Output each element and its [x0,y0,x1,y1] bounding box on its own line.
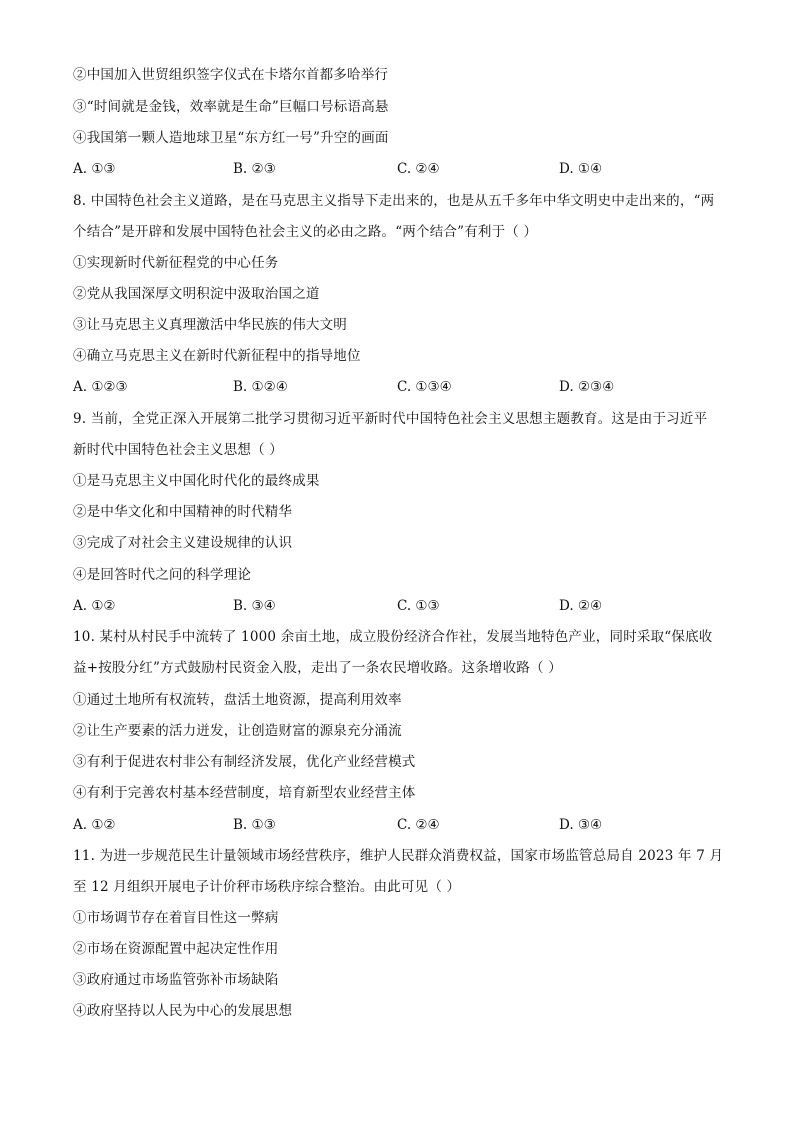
q9-option-b[interactable]: B. ③④ [233,598,276,614]
q10-stem-line-2: 益+按股分红”方式鼓励村民资金入股，走出了一条农民增收路。这条增收路（ ） [73,660,562,676]
q8-item-1: ①实现新时代新征程党的中心任务 [73,255,279,271]
q10-options [73,815,733,835]
q11-stem-line-1: 11. 为进一步规范民生计量领域市场经营秩序，维护人民群众消费权益，国家市场监管总局自 2023 年 7 月 [73,848,724,864]
q8-option-c[interactable]: C. ①③④ [397,379,452,395]
q8-option-d[interactable]: D. ②③④ [559,379,615,395]
q7-item-4: ④我国第一颗人造地球卫星“东方红一号”升空的画面 [73,130,389,146]
q8-stem-line-2: 个结合”是开辟和发展中国特色社会主义的必由之路。“两个结合”有利于（ ） [73,224,538,240]
q8-item-3: ③让马克思主义真理激活中华民族的伟大文明 [73,317,347,333]
q9-options [73,596,733,616]
q9-item-4: ④是回答时代之问的科学理论 [73,567,252,583]
q11-item-4: ④政府坚持以人民为中心的发展思想 [73,1003,293,1019]
q10-item-3: ③有利于促进农村非公有制经济发展，优化产业经营模式 [73,754,416,770]
q8-stem-line-1: 8. 中国特色社会主义道路，是在马克思主义指导下走出来的，也是从五千多年中华文明史中走出来的，“两 [73,193,715,209]
q10-item-4: ④有利于完善农村基本经营制度，培育新型农业经营主体 [73,785,416,801]
q7-option-a[interactable]: A. ①③ [73,161,116,177]
q7-option-c[interactable]: C. ②④ [397,161,440,177]
q10-option-d[interactable]: D. ③④ [559,817,603,833]
q7-options [73,159,733,179]
q11-item-3: ③政府通过市场监管弥补市场缺陷 [73,972,279,988]
q9-stem-line-1: 9. 当前，全党正深入开展第二批学习贯彻习近平新时代中国特色社会主义思想主题教育。这是由于习近平 [73,411,708,427]
q9-option-a[interactable]: A. ①② [73,598,116,614]
q9-stem-line-2: 新时代中国特色社会主义思想（ ） [73,442,283,458]
q7-option-d[interactable]: D. ①④ [559,161,603,177]
q10-item-1: ①通过土地所有权流转，盘活土地资源，提高利用效率 [73,692,402,708]
q9-item-2: ②是中华文化和中国精神的时代精华 [73,504,293,520]
q8-option-b[interactable]: B. ①②④ [233,379,288,395]
q8-option-a[interactable]: A. ①②③ [73,379,128,395]
q7-option-b[interactable]: B. ②③ [233,161,276,177]
q10-option-c[interactable]: C. ②④ [397,817,440,833]
q10-option-b[interactable]: B. ①③ [233,817,276,833]
q9-item-1: ①是马克思主义中国化时代化的最终成果 [73,473,320,489]
q9-option-c[interactable]: C. ①③ [397,598,440,614]
q8-options [73,377,733,397]
q7-item-2: ②中国加入世贸组织签字仪式在卡塔尔首都多哈举行 [73,67,389,83]
q11-item-1: ①市场调节存在着盲目性这一弊病 [73,910,279,926]
q7-item-3: ③“时间就是金钱，效率就是生命”巨幅口号标语高悬 [73,99,389,115]
q9-item-3: ③完成了对社会主义建设规律的认识 [73,535,293,551]
q10-item-2: ②让生产要素的活力迸发，让创造财富的源泉充分涌流 [73,723,402,739]
q9-option-d[interactable]: D. ②④ [559,598,603,614]
q8-item-2: ②党从我国深厚文明积淀中汲取治国之道 [73,286,320,302]
q10-stem-line-1: 10. 某村从村民手中流转了 1000 余亩土地，成立股份经济合作社，发展当地特色产业，同时采取“保底收 [73,629,713,645]
q11-stem-line-2: 至 12 月组织开展电子计价秤市场秩序综合整治。由此可见（ ） [73,879,461,895]
q11-item-2: ②市场在资源配置中起决定性作用 [73,941,279,957]
q8-item-4: ④确立马克思主义在新时代新征程中的指导地位 [73,348,361,364]
q10-option-a[interactable]: A. ①② [73,817,116,833]
